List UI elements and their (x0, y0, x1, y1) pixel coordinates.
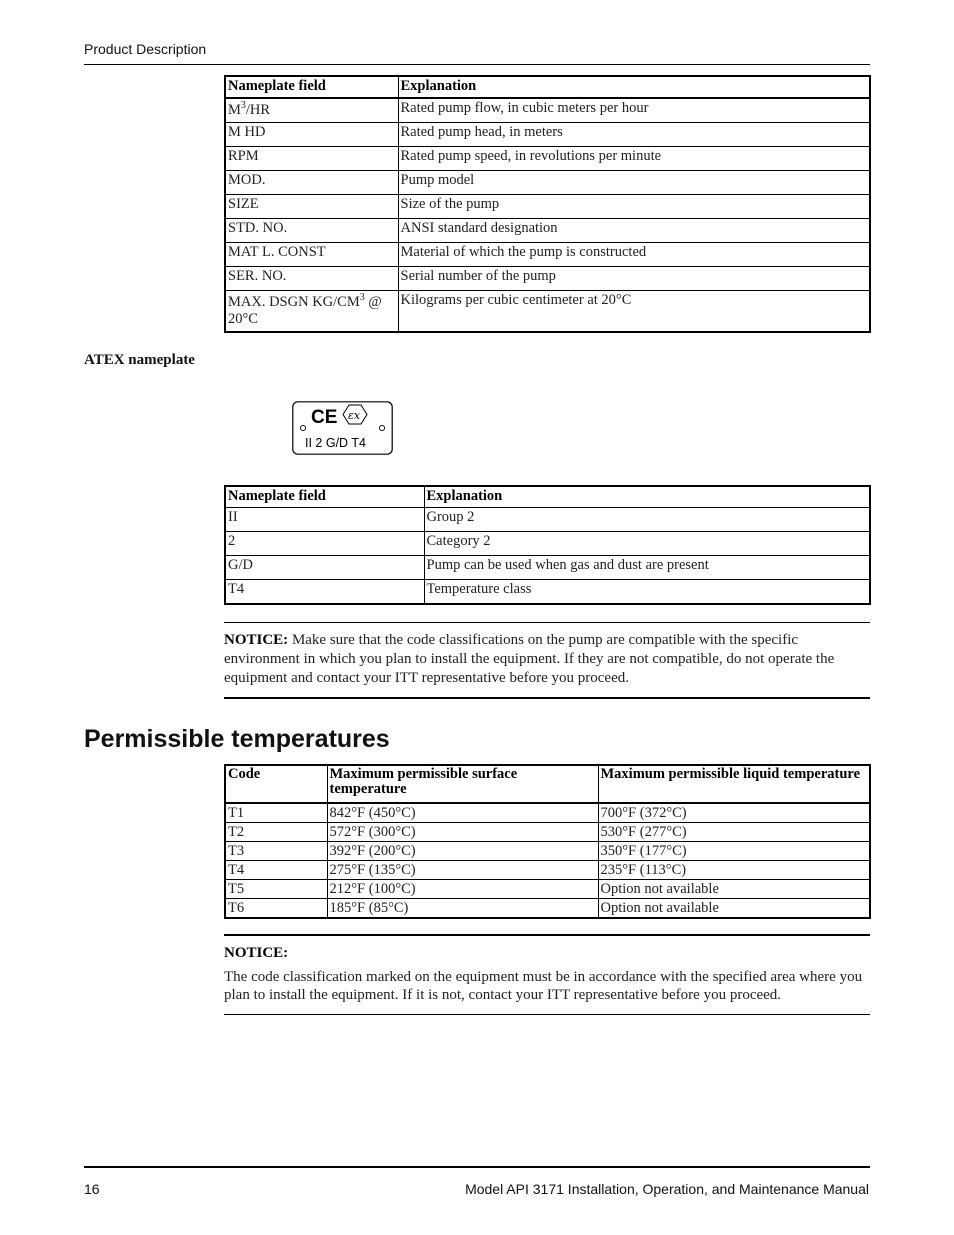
table-row (225, 123, 870, 147)
table-row (225, 98, 870, 123)
table-header-row (225, 765, 870, 803)
atex-nameplate-label: ATEX nameplate (84, 352, 195, 368)
surface-temperature-cell: 185°F (85°C) (327, 899, 598, 919)
explanation-cell: Kilograms per cubic centimeter at 20°C (398, 291, 870, 333)
column-header: Nameplate field (225, 76, 398, 98)
table-header-row (225, 486, 870, 508)
field-text: M HD (228, 124, 266, 140)
table-row (225, 267, 870, 291)
field-text-suffix: /HR (245, 101, 271, 118)
explanation-cell: Pump can be used when gas and dust are present (424, 556, 870, 580)
table-row (225, 508, 870, 532)
column-header: Code (225, 765, 327, 803)
atex-field-cell: II (225, 508, 424, 532)
surface-temperature-cell: 392°F (200°C) (327, 842, 598, 861)
table-row (225, 147, 870, 171)
table-row (225, 580, 870, 605)
surface-temperature-cell: 212°F (100°C) (327, 880, 598, 899)
header-rule (84, 64, 870, 65)
nameplate-field-cell (225, 123, 398, 147)
nameplate-field-cell (225, 267, 398, 291)
notice-text: The code classification marked on the equipment must be in accordance with the specified area where you plan to install the equipment. If it is not, contact your ITT representative before you proceed. (224, 969, 863, 1003)
section-heading: Permissible temperatures (84, 725, 390, 753)
table-row (225, 861, 870, 880)
field-text: STD. NO. (228, 220, 288, 236)
code-cell: T6 (225, 899, 327, 919)
column-header: Explanation (398, 76, 870, 98)
liquid-temperature-cell: 235°F (113°C) (598, 861, 870, 880)
table-row (225, 556, 870, 580)
notice-compatibility (224, 631, 864, 688)
nameplate-field-cell (225, 195, 398, 219)
notice-bottom-rule (224, 697, 870, 699)
field-superscript: 3 (240, 100, 246, 111)
notice-label: NOTICE: (224, 632, 289, 648)
atex-field-cell: T4 (225, 580, 424, 605)
liquid-temperature-cell: 700°F (372°C) (598, 803, 870, 823)
table-row (225, 195, 870, 219)
nameplate-field-cell (225, 243, 398, 267)
atex-field-cell: G/D (225, 556, 424, 580)
nameplate-field-cell (225, 147, 398, 171)
table-row (225, 171, 870, 195)
surface-temperature-cell: 572°F (300°C) (327, 823, 598, 842)
explanation-cell: Rated pump flow, in cubic meters per hour (398, 98, 870, 123)
liquid-temperature-cell: 530°F (277°C) (598, 823, 870, 842)
explanation-cell: Rated pump head, in meters (398, 123, 870, 147)
liquid-temperature-cell: 350°F (177°C) (598, 842, 870, 861)
atex-field-cell: 2 (225, 532, 424, 556)
code-cell: T4 (225, 861, 327, 880)
liquid-temperature-cell: Option not available (598, 899, 870, 919)
field-text: SER. NO. (228, 268, 287, 284)
field-text-suffix: @ 20°C (228, 293, 382, 327)
explanation-cell: Pump model (398, 171, 870, 195)
table-row (225, 803, 870, 823)
explanation-cell: Rated pump speed, in revolutions per minute (398, 147, 870, 171)
field-text: SIZE (228, 196, 259, 212)
table-row (225, 880, 870, 899)
nameplate-field-cell (225, 219, 398, 243)
field-superscript: 3 (359, 292, 365, 303)
column-header: Explanation (424, 486, 870, 508)
notice-classification (224, 944, 868, 1004)
ce-mark: CE (311, 407, 338, 428)
column-header: Maximum permissible liquid temperature (598, 765, 870, 803)
nameplate-field-cell (225, 291, 398, 333)
table-row (225, 243, 870, 267)
table-row (225, 291, 870, 333)
notice-label: NOTICE: (224, 945, 289, 961)
notice-top-rule (224, 934, 870, 936)
atex-table (224, 485, 871, 605)
field-text: MAT L. CONST (228, 244, 326, 260)
column-header: Maximum permissible surface temperature (327, 765, 598, 803)
table-row (225, 842, 870, 861)
explanation-cell: Group 2 (424, 508, 870, 532)
field-text: RPM (228, 148, 259, 164)
nameplate-table (224, 75, 871, 333)
surface-temperature-cell: 842°F (450°C) (327, 803, 598, 823)
explanation-cell: ANSI standard designation (398, 219, 870, 243)
table-row (225, 219, 870, 243)
table-header-row (225, 76, 870, 98)
nameplate-field-cell (225, 98, 398, 123)
ex-mark: εx (348, 409, 361, 422)
explanation-cell: Serial number of the pump (398, 267, 870, 291)
code-cell: T5 (225, 880, 327, 899)
explanation-cell: Category 2 (424, 532, 870, 556)
atex-nameplate-image (292, 401, 393, 455)
explanation-cell: Size of the pump (398, 195, 870, 219)
plate-marking: II 2 G/D T4 (305, 436, 366, 450)
column-header: Nameplate field (225, 486, 424, 508)
code-cell: T3 (225, 842, 327, 861)
page-number: 16 (84, 1181, 100, 1197)
explanation-cell: Material of which the pump is constructed (398, 243, 870, 267)
explanation-cell: Temperature class (424, 580, 870, 605)
table-row (225, 823, 870, 842)
notice-bottom-rule (224, 1014, 870, 1015)
field-text: M (228, 101, 241, 118)
table-row (225, 532, 870, 556)
running-header: Product Description (84, 41, 207, 57)
table-row (225, 899, 870, 919)
surface-temperature-cell: 275°F (135°C) (327, 861, 598, 880)
manual-title: Model API 3171 Installation, Operation, and Maintenance Manual (465, 1181, 869, 1197)
code-cell: T2 (225, 823, 327, 842)
code-cell: T1 (225, 803, 327, 823)
notice-text: Make sure that the code classifications on the pump are compatible with the specific environment in which you plan to install the equipment. If they are not compatible, do not operate the equipment and contact your ITT representative before you proceed. (224, 632, 835, 686)
liquid-temperature-cell: Option not available (598, 880, 870, 899)
field-text: MAX. DSGN KG/CM (228, 293, 360, 310)
notice-top-rule (224, 622, 870, 623)
field-text: MOD. (228, 172, 266, 188)
temperature-table (224, 764, 871, 919)
footer-rule (84, 1166, 870, 1168)
nameplate-field-cell (225, 171, 398, 195)
